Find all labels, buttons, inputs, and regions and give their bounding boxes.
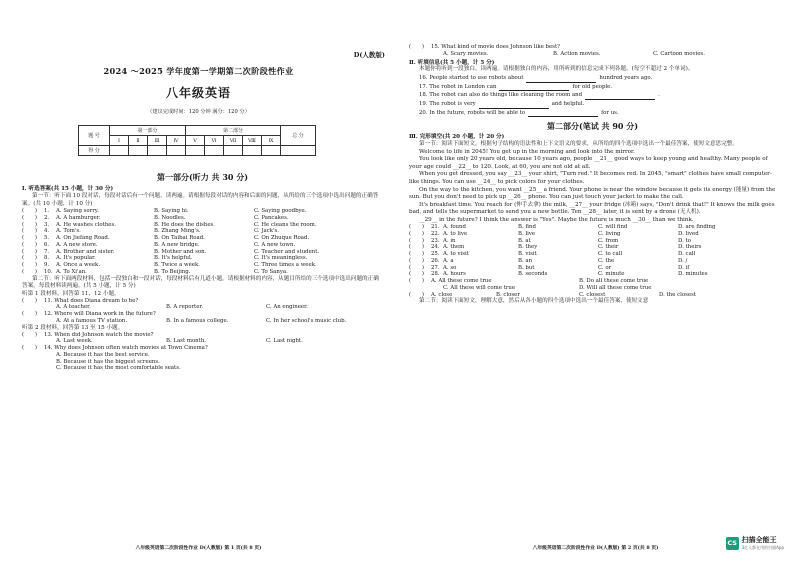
option-c: C. On Zhuque Road.: [254, 235, 310, 242]
cloze-question: ( ) 26. A. a B. an C. the D. /: [409, 257, 688, 264]
right-footer: 八年级英语第二次阶段性作业 D(人教版) 第 2 页(共 8 页): [532, 545, 659, 551]
cloze-question: ( ) 27. A. so B. but C. or D. if: [409, 264, 690, 271]
q13-option-c: C. Last night.: [266, 338, 303, 345]
option-c: C. to call: [598, 251, 623, 258]
col-numeral: Ⅷ: [243, 136, 262, 146]
question-11: ( ) 11. What does Diana dream to be?: [22, 297, 139, 304]
q12-option-a: A. At a famous TV station.: [56, 317, 128, 324]
cloze-question: ( ) 21. A. found B. find C. will find D. are finding: [409, 224, 716, 231]
cloze-options: [409, 224, 776, 278]
sec3-part2-instr: 第二节：阅读下面短文，理解大意，然后从各小题的四个选项中选出一个最佳答案，使短文意: [419, 298, 649, 305]
total-header: 总 分: [281, 126, 316, 146]
option-a: A. in: [443, 237, 456, 244]
fill-suffix: hundred years ago.: [599, 75, 653, 82]
fill-question: [409, 109, 776, 118]
col-numeral: Ⅱ: [129, 136, 148, 146]
passage-paragraph: When you get dressed, you say __23__ your shirt, "Turn red." It becomes red. In 2045, "smart" clothes have small computer-like things. You can use __24__ to pick colors for your clothes.: [409, 171, 772, 185]
q11-stem: 11. What does Diana dream to be?: [44, 297, 139, 304]
question-number: 21.: [431, 224, 440, 231]
question-number: 24.: [431, 244, 440, 251]
score-cell: [129, 146, 148, 156]
option-a: A. Once a week.: [56, 262, 101, 269]
q12-option-b: B. In a famous college.: [166, 317, 229, 324]
cloze-question: ( ) 28. A. hours B. seconds C. minute D. minutes: [409, 271, 708, 278]
q11-option-a: A. A teacher.: [56, 304, 91, 311]
option-a: A. hours: [443, 271, 466, 278]
question-number: 5.: [44, 235, 50, 242]
option-a: A. to visit: [443, 251, 469, 258]
option-a: A. a: [443, 257, 454, 264]
sec3-instr: 第一节：阅读下面短文，根据句子结构的语法性和上下文语义的要求，从所给的四个选项中选出一个最佳答案，使短文意思完整。: [419, 141, 738, 148]
option-c: C. Three times a week.: [254, 262, 317, 269]
q13-stem: 13. When did Johnson watch the movie?: [44, 331, 154, 338]
q13-option-a: A. Last week.: [56, 338, 93, 345]
option-a: A. Tom's.: [56, 228, 81, 235]
option-d: D. if: [678, 264, 690, 271]
scanner-app-name: 扫描全能王: [741, 536, 777, 544]
answer-blank[interactable]: [585, 91, 655, 100]
q13-option-b: B. Last month.: [166, 338, 207, 345]
part1-header: 第一部分: [110, 126, 186, 136]
option-a: A. A new store.: [56, 241, 98, 248]
left-body: [22, 172, 383, 372]
listening-question: ( ) 1. A. Saying sorry. B. Saying hi. C. Saying goodbye.: [22, 208, 307, 215]
score-cell: [167, 146, 186, 156]
fill-prefix: 19. The robot is very: [419, 100, 476, 107]
part2-title: 第二部分(笔试 共 90 分): [546, 121, 639, 132]
option-d: D. /: [678, 257, 688, 264]
fill-prefix: 20. In the future, robots will be able to: [419, 109, 526, 116]
q12-stem: 12. Where will Diana work in the future?: [44, 311, 156, 318]
question-29: ( ) A. All these come true B. Do all these come true: [409, 278, 649, 285]
q30-option-b: B. closer: [496, 291, 520, 298]
col-numeral: Ⅲ: [148, 136, 167, 146]
option-b: B. they: [518, 244, 538, 251]
q14-stem: 14. Why does Johnson often watch movies at Town Cinema?: [44, 345, 208, 352]
question-number: 10.: [44, 268, 53, 275]
listen2-intro: 听第 2 段材料，回答第 13 至 15 小题。: [22, 324, 124, 331]
listening-question: ( ) 8. A. It's popular. B. It's helpful. C. It's meaningless.: [22, 255, 308, 262]
option-a: A. found: [443, 224, 466, 231]
option-b: B. visit: [518, 251, 537, 258]
camscanner-logo-icon: CS: [726, 537, 739, 550]
score-cell: [148, 146, 167, 156]
question-number: 8.: [44, 255, 50, 262]
option-b: B. Zhang Ming's.: [154, 228, 201, 235]
scanner-watermark: [726, 535, 784, 551]
option-a: A. to live: [443, 230, 468, 237]
part2-header: 第二部分: [186, 126, 281, 136]
question-number: 7.: [44, 248, 50, 255]
q12-options: [22, 318, 383, 325]
passage-paragraph: __29__ in the future? I think the answer is "Yes". Maybe the future is much __30__ than we think.: [419, 216, 694, 223]
question-number: 27.: [431, 264, 440, 271]
question-number: 3.: [44, 221, 50, 228]
q30-option-a: A. close: [431, 291, 453, 298]
label-tihao: 题 号: [79, 126, 110, 146]
question-number: 4.: [44, 228, 50, 235]
right-body: [409, 44, 776, 306]
q30-option-c: C. closest: [579, 291, 606, 298]
option-b: B. but: [518, 264, 535, 271]
option-b: B. On Taibai Road.: [154, 235, 205, 242]
question-number: 26.: [431, 257, 440, 264]
fill-suffix: .: [658, 92, 660, 99]
score-cell: [281, 146, 316, 156]
fill-suffix: for us.: [601, 109, 619, 116]
cloze-question: ( ) 25. A. to visit B. visit C. to call D. call: [409, 251, 696, 258]
option-d: D. are finding: [678, 224, 716, 231]
option-c: C. will find: [598, 224, 628, 231]
question-14: ( ) 14. Why does Johnson often watch movies at Town Cinema?: [22, 345, 208, 352]
option-a: A. Brother and sister.: [56, 248, 115, 255]
exam-meta: （建议完成时间：120 分钟 满分：120 分）: [147, 109, 250, 115]
answer-blank[interactable]: [499, 83, 569, 92]
listening-question: ( ) 2. A. A hamburger. B. Noodles. C. Pancakes.: [22, 214, 289, 221]
q15-stem: 15. What kind of movie does Johnson like best?: [431, 44, 560, 50]
fill-questions: [409, 74, 776, 117]
q14-option-c: C. Because it has the most comfortable seats.: [56, 365, 181, 372]
question-30: ( ) A. close B. closer C. closest D. the closest: [409, 291, 696, 298]
subject-title: 八年级英语: [165, 86, 231, 100]
question-number: 23.: [431, 237, 440, 244]
question-number: 2.: [44, 214, 50, 221]
sec1-part1-instr: 第一节：听下面 10 段对话，每段对话后有一个问题，读两遍。请根据每段对话的内容和后面的问题，从所给的三个选项中选出问题的正确答案。(共 10 小题，计 10 分): [22, 192, 379, 207]
question-12: ( ) 12. Where will Diana work in the future?: [22, 311, 156, 318]
question-number: 6.: [44, 241, 50, 248]
fill-prefix: 16. People started to use robots about: [419, 75, 524, 82]
option-b: B. an: [518, 257, 533, 264]
q12-option-c: C. In her school's music club.: [266, 317, 347, 324]
fill-question: [409, 100, 776, 109]
option-c: C. It's meaningless.: [254, 255, 308, 262]
option-a: A. Saying sorry.: [56, 208, 99, 215]
cloze-question: ( ) 24. A. them B. they C. their D. theirs: [409, 244, 702, 251]
option-d: D. minutes: [678, 271, 708, 278]
col-numeral: Ⅳ: [167, 136, 186, 146]
fill-prefix: 17. The robot in London can: [419, 83, 497, 90]
q30-option-d: D. the closest: [659, 291, 696, 298]
question-number: 25.: [431, 251, 440, 258]
option-a: A. A hamburger.: [56, 214, 101, 221]
question-number: 9.: [44, 262, 50, 269]
q29-option-b: B. Do all these come true: [579, 278, 649, 285]
option-c: C. He cleans the room.: [254, 221, 317, 228]
cloze-question: ( ) 22. A. to live B. live C. living D. lived: [409, 230, 699, 237]
listening-question: ( ) 3. A. He washes clothes. B. He does the dishes. C. He cleans the room.: [22, 221, 317, 228]
question-13: ( ) 13. When did Johnson watch the movie?: [22, 331, 154, 338]
option-b: B. A new bridge.: [154, 241, 200, 248]
q29-option-c: C. All these will come true: [443, 284, 516, 291]
listening-question: ( ) 4. A. Tom's. B. Zhang Ming's. C. Jack's.: [22, 228, 279, 235]
option-a: A. It's popular.: [56, 255, 96, 262]
option-a: A. so: [443, 264, 457, 271]
q15-option-b: B. Action movies.: [553, 50, 601, 57]
option-d: D. call: [678, 251, 696, 258]
listening-question: ( ) 5. A. On Jiefang Road. B. On Taibai Road. C. On Zhuque Road.: [22, 235, 310, 242]
q14-option-a: A. Because it has the best service.: [56, 351, 150, 358]
col-numeral: Ⅵ: [205, 136, 224, 146]
q11-options: [22, 304, 383, 311]
option-c: C. the: [598, 257, 615, 264]
option-b: B. live: [518, 230, 536, 237]
sec2-instr: 本题你将听到一段独白，读两遍。请根据独白的内容，用所听到的信息完成下列各题。(每空不超过 2 个单词)。: [419, 66, 694, 73]
fill-suffix: for old people.: [572, 83, 613, 90]
option-a: A. He washes clothes.: [56, 221, 116, 228]
option-a: A. To Xi'an.: [56, 268, 87, 275]
q11-option-b: B. A reporter.: [166, 304, 204, 311]
passage-paragraph: It's breakfast time. You reach for (伸手去拿) the milk, __27__ your fridge (冰箱) says, "Don't drink that!" It knows the milk goes bad, and tells the supermarket to send you a new bottle. Ten __28__ later, it is sent by a drone (无人机).: [409, 201, 775, 216]
q29-option-a: A. All these come true: [431, 278, 492, 285]
edition-label: D(人教版): [353, 51, 385, 59]
listening-questions: [22, 208, 383, 276]
option-c: C. their: [598, 244, 619, 251]
option-c: C. Pancakes.: [254, 214, 289, 221]
option-b: B. seconds: [518, 271, 548, 278]
option-b: B. To Beijing.: [154, 268, 191, 275]
q15-option-a: A. Scary movies.: [443, 50, 489, 57]
col-numeral: Ⅰ: [110, 136, 129, 146]
cloze-question: ( ) 23. A. in B. at C. from D. to: [409, 237, 691, 244]
listening-question: ( ) 6. A. A new store. B. A new bridge. C. A new town.: [22, 241, 296, 248]
option-c: C. Teacher and student.: [254, 248, 320, 255]
option-c: C. A new town.: [254, 241, 296, 248]
sec1-part2-instr: 第二节：听下面两段材料，包括一段独白和一段对话，每段材料后有几道小题。请根据材料的内容，从题目所给的三个选项中选出问题的正确答案。每段材料读两遍。(共 5 小题，计 5 分): [22, 275, 379, 290]
q15-option-c: C. Cartoon movies.: [653, 50, 705, 57]
left-footer: 八年级英语第二次阶段性作业 D(人教版) 第 1 页(共 8 页): [135, 545, 262, 551]
answer-blank[interactable]: [526, 74, 596, 83]
score-cell: [110, 146, 129, 156]
option-b: B. Noodles.: [154, 214, 186, 221]
question-number: 1.: [44, 208, 50, 215]
option-d: D. theirs: [678, 244, 702, 251]
option-d: D. lived: [678, 230, 699, 237]
option-d: D. to: [678, 237, 691, 244]
q15-options: [409, 51, 776, 58]
q11-option-c: C. An engineer.: [266, 304, 308, 311]
fill-prefix: 18. The robot can also do things like cleaning the room and: [419, 92, 583, 99]
col-numeral: Ⅶ: [224, 136, 243, 146]
listen1-intro: 听第 1 段材料，回答第 11、12 小题。: [22, 290, 120, 297]
sec2-heading: Ⅱ. 听填信息(共 5 小题，计 5 分): [409, 59, 495, 66]
question-number: 28.: [431, 271, 440, 278]
option-b: B. It's helpful.: [154, 255, 193, 262]
question-15: ( ) 15. What kind of movie does Johnson like best?: [409, 44, 560, 50]
answer-blank[interactable]: [479, 100, 549, 109]
option-a: A. On Jiefang Road.: [56, 235, 110, 242]
listening-question: ( ) 7. A. Brother and sister. B. Mother and son. C. Teacher and student.: [22, 248, 320, 255]
q13-options: [22, 338, 383, 345]
question-number: 22.: [431, 230, 440, 237]
q29-options-cd: [409, 285, 776, 292]
option-c: C. living: [598, 230, 621, 237]
q29-option-d: D. Will all these come true: [579, 284, 652, 291]
sec3-heading: Ⅲ. 完形填空(共 20 小题，计 20 分): [409, 134, 505, 141]
option-b: B. at: [518, 237, 531, 244]
option-b: B. He does the dishes.: [154, 221, 215, 228]
col-numeral: Ⅴ: [186, 136, 205, 146]
score-cell: [243, 146, 262, 156]
fill-suffix: and helpful.: [551, 100, 585, 107]
cloze-passage: [409, 149, 776, 224]
listening-question: ( ) 9. A. Once a week. B. Twice a week. C. Three times a week.: [22, 262, 317, 269]
fill-question: [409, 91, 776, 100]
score-cell: [262, 146, 281, 156]
option-a: A. them: [443, 244, 465, 251]
option-c: C. Saying goodbye.: [254, 208, 307, 215]
passage-paragraph: You look like only 20 years old, because 10 years ago, people __21__ good ways to keep young and healthy. Many people of your age could __22__ to 120. Look, at 60, you are not old at all.: [409, 156, 768, 170]
answer-blank[interactable]: [528, 109, 598, 118]
option-c: C. or: [598, 264, 612, 271]
sec1-heading: Ⅰ. 听选答案(共 15 小题，计 30 分): [22, 186, 114, 192]
label-defen: 得 分: [79, 146, 110, 156]
option-b: B. Saying hi.: [154, 208, 189, 215]
score-cell: [224, 146, 243, 156]
option-b: B. Twice a week.: [154, 262, 200, 269]
part1-title: 第一部分(听力 共 30 分): [156, 172, 249, 182]
score-table: [78, 125, 316, 156]
year-title: 2024 ～2025 学年度第一学期第二次阶段性作业: [103, 66, 294, 76]
listening-question: ( ) 10. A. To Xi'an. B. To Beijing. C. To Sanya.: [22, 268, 288, 275]
col-numeral: Ⅸ: [262, 136, 281, 146]
fill-question: [409, 74, 776, 83]
passage-paragraph: On the way to the kitchen, you want __25__ a friend. Your phone is near the window because it gets its energy (能量) from the sun. But you don't need to pick up __26__ phone. You can just touch your jacket to make the call.: [409, 186, 776, 201]
right-page: [397, 0, 794, 561]
option-c: C. minute: [598, 271, 625, 278]
scanner-app-tagline: 3亿人都在用的扫描App: [741, 545, 784, 550]
option-c: C. Jack's.: [254, 228, 279, 235]
score-cell: [205, 146, 224, 156]
option-c: C. from: [598, 237, 619, 244]
fill-question: [409, 83, 776, 92]
option-b: B. Mother and son.: [154, 248, 207, 255]
score-cell: [186, 146, 205, 156]
passage-paragraph: Welcome to life in 2045! You get up in the morning and look into the mirror.: [419, 148, 635, 155]
q14-option-b: B. Because it has the biggest screens.: [56, 358, 160, 365]
option-c: C. To Sanya.: [254, 268, 288, 275]
option-b: B. find: [518, 224, 536, 231]
